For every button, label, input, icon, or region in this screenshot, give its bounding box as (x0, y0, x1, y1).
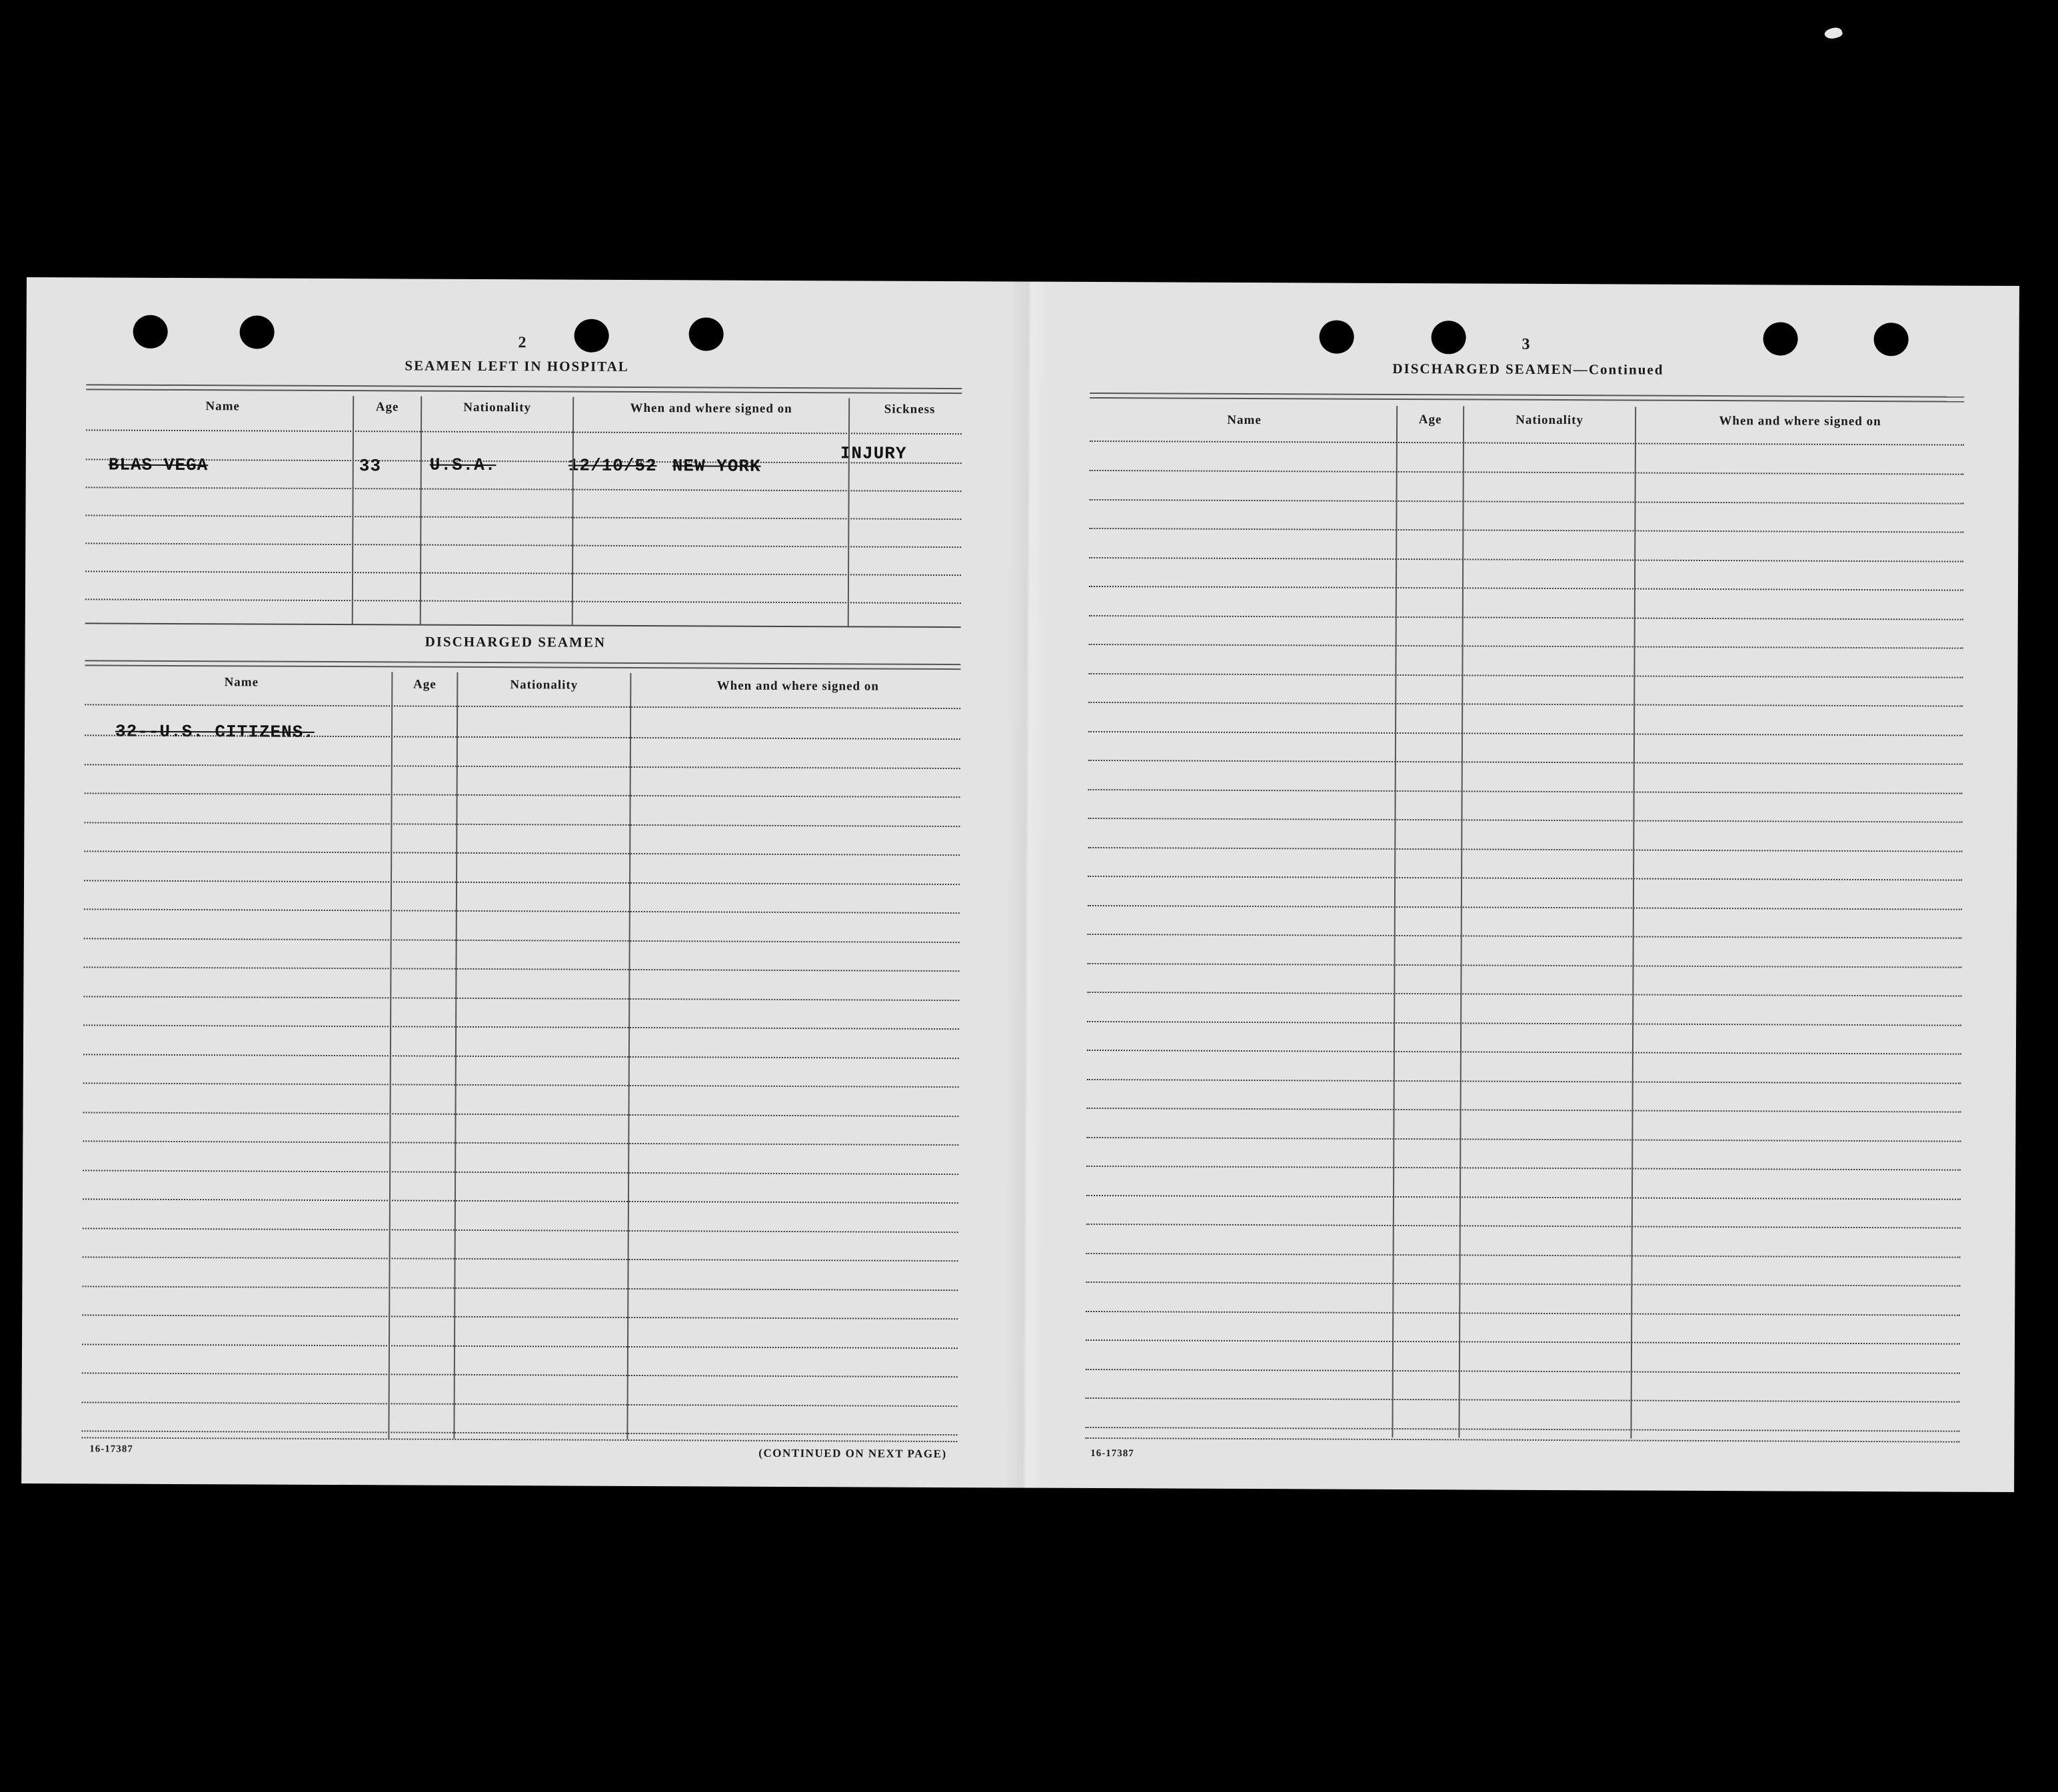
discharged-table-rule (83, 996, 959, 1001)
discharged-table-rule (83, 1024, 959, 1030)
punch-hole (1320, 320, 1354, 353)
discharged-top-rule (85, 660, 960, 670)
right-table-rule (1086, 1340, 1960, 1345)
discharged-table-rule (84, 938, 960, 943)
right-table-rule (1089, 528, 1963, 533)
right-col-age: Age (1418, 413, 1442, 427)
discharged-col-nationality: Nationality (510, 678, 578, 692)
hospital-col-sickness: Sickness (884, 402, 936, 417)
discharged-col-signed-on: When and where signed on (716, 678, 880, 694)
right-form-number: 16-17387 (1090, 1447, 1134, 1459)
right-table-rule (1088, 847, 1962, 852)
discharged-table-rule (83, 1140, 958, 1146)
discharged-table-rule (83, 1112, 959, 1117)
right-table-rule (1087, 1079, 1961, 1084)
right-page-number: 3 (1522, 335, 1531, 353)
discharged-table-rule (82, 1401, 958, 1407)
right-table-rule (1088, 789, 1963, 794)
right-table-rule (1089, 615, 1963, 620)
right-col-nationality: Nationality (1516, 413, 1584, 428)
hospital-col-signed-on: When and where signed on (630, 401, 792, 417)
right-table-rule (1087, 992, 1961, 997)
right-table-rule (1088, 760, 1963, 765)
right-table-rule (1086, 1166, 1961, 1171)
right-table-rule (1089, 586, 1963, 591)
punch-hole (1432, 321, 1466, 354)
discharged-table-rule (82, 1314, 958, 1320)
right-page-title: DISCHARGED SEAMEN—Continued (1392, 360, 1664, 378)
right-table-rule (1086, 1311, 1960, 1316)
right-table-rule (1088, 731, 1963, 736)
hospital-col-age: Age (375, 400, 399, 415)
discharged-table-rule (83, 1054, 959, 1059)
punch-hole (1763, 322, 1798, 355)
right-table-rule (1088, 702, 1963, 707)
right-table-rule (1086, 1369, 1960, 1374)
hospital-column-divider (352, 396, 354, 624)
discharged-col-name: Name (224, 675, 259, 690)
hospital-table-rule (86, 458, 962, 464)
right-table-rule (1087, 1021, 1961, 1026)
right-table-rule (1089, 557, 1963, 562)
hospital-entry-nationality: U.S.A. (429, 454, 497, 476)
hospital-entry-name: BLAS VEGA (108, 454, 209, 476)
hospital-table-rule (85, 570, 961, 576)
hospital-col-name: Name (205, 399, 240, 414)
right-table-rule (1085, 1427, 1959, 1432)
right-table-rule (1086, 1253, 1961, 1258)
hospital-bottom-rule (85, 622, 961, 628)
left-form-number: 16-17387 (89, 1443, 133, 1455)
discharged-table-rule (82, 1286, 958, 1291)
discharged-table-rule (81, 1430, 957, 1435)
right-bottom-rule (1085, 1437, 1959, 1443)
paper-speck (1823, 25, 1843, 41)
discharged-table-rule (83, 1082, 959, 1088)
hospital-column-divider (848, 398, 850, 626)
hospital-section-title: SEAMEN LEFT IN HOSPITAL (405, 357, 629, 375)
right-table-rule (1087, 1108, 1961, 1113)
discharged-table-rule (83, 1256, 958, 1262)
hospital-column-divider (420, 397, 422, 624)
punch-hole (574, 319, 609, 353)
punch-hole (133, 315, 168, 349)
hospital-top-rule (86, 384, 962, 394)
right-col-signed-on: When and where signed on (1719, 414, 1881, 429)
right-col-name: Name (1227, 413, 1262, 428)
discharged-entry: 32--U.S. CITIZENS. (115, 721, 315, 742)
discharged-table-rule (83, 1170, 958, 1175)
discharged-table-rule (84, 850, 960, 856)
discharged-table-rule (84, 822, 960, 827)
hospital-column-divider (572, 397, 574, 625)
right-table-rule (1088, 905, 1962, 910)
discharged-table-rule (83, 1228, 958, 1233)
continued-note: (CONTINUED ON NEXT PAGE) (758, 1446, 947, 1461)
right-table-rule (1088, 963, 1962, 968)
right-table-rule (1088, 934, 1962, 939)
right-table-rule (1086, 1397, 1960, 1403)
punch-hole (689, 317, 724, 351)
punch-hole (1874, 323, 1909, 356)
discharged-table-rule (82, 1344, 958, 1349)
left-page-number: 2 (518, 334, 527, 352)
right-top-rule (1090, 393, 1964, 403)
right-table-rule (1086, 1224, 1961, 1229)
right-table-rule (1088, 673, 1963, 678)
discharged-col-age: Age (413, 677, 437, 692)
discharged-section-title: DISCHARGED SEAMEN (425, 633, 606, 650)
right-table-rule (1090, 470, 1964, 475)
right-table-rule (1088, 876, 1962, 881)
right-table-rule (1086, 1137, 1961, 1142)
discharged-table-rule (85, 792, 960, 798)
hospital-entry-age: 33 (359, 456, 382, 476)
hospital-entry-date: 12/10/52 (568, 455, 657, 476)
hospital-col-nationality: Nationality (463, 400, 532, 415)
discharged-table-rule (82, 1372, 958, 1377)
hospital-table-rule (86, 486, 962, 492)
discharged-bottom-rule (81, 1437, 957, 1442)
discharged-table-rule (83, 1198, 958, 1204)
right-table-rule (1086, 1195, 1961, 1200)
right-table-rule (1086, 1282, 1960, 1287)
center-fold (1004, 281, 1050, 1487)
right-table-rule (1087, 1050, 1961, 1055)
right-header-rule (1090, 441, 1964, 446)
hospital-table-rule (85, 598, 961, 604)
discharged-table-rule (84, 880, 960, 885)
hospital-entry-sickness: INJURY (840, 443, 907, 464)
hospital-entry-place: NEW YORK (672, 456, 761, 476)
hospital-table-rule (85, 542, 961, 548)
discharged-table-rule (83, 966, 959, 972)
discharged-table-rule (85, 764, 960, 769)
discharged-table-rule (84, 908, 960, 914)
right-table-rule (1088, 818, 1962, 823)
hospital-table-rule (85, 514, 961, 520)
right-table-rule (1090, 499, 1964, 504)
discharged-header-rule (85, 704, 960, 709)
hospital-header-rule (86, 429, 962, 435)
punch-hole (240, 315, 275, 349)
record-sheet (21, 277, 2019, 1492)
right-table-rule (1089, 644, 1963, 649)
